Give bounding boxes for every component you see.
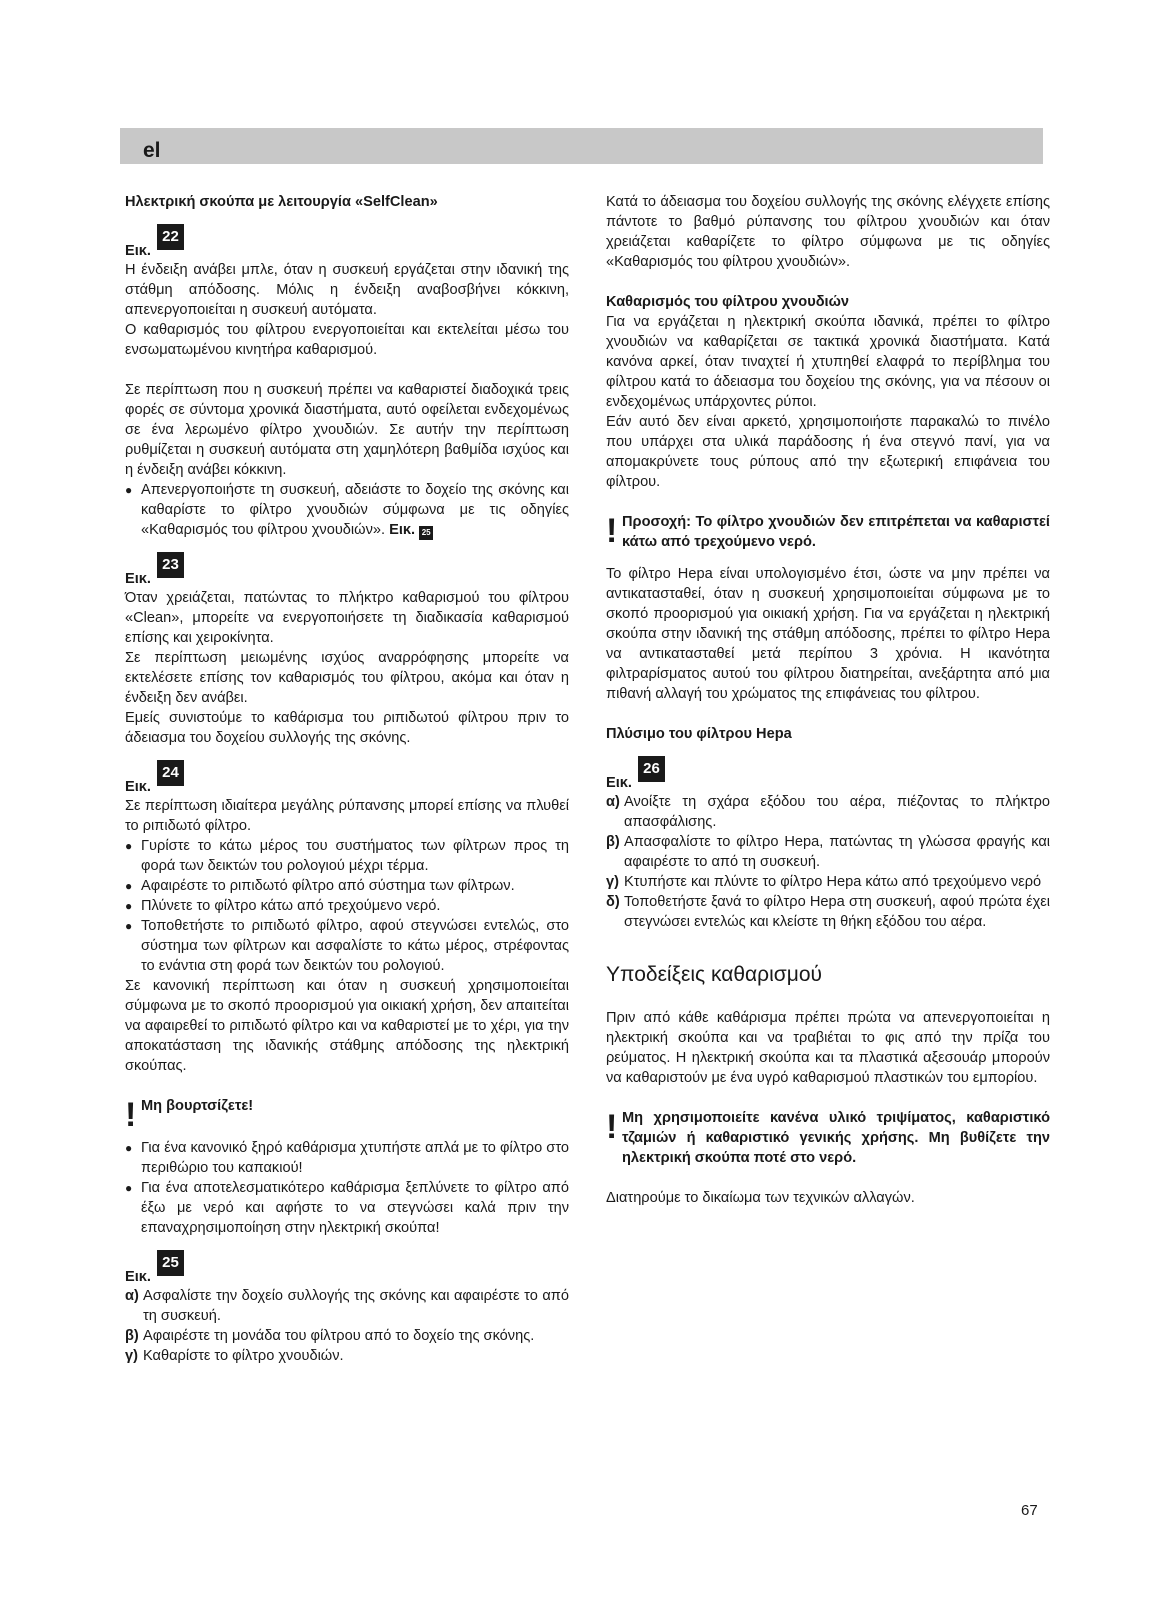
step-list: [125, 1286, 569, 1366]
step-list: [606, 792, 1050, 932]
left-column: [125, 192, 569, 1366]
exclamation-icon: !: [606, 1108, 618, 1146]
page-number: 67: [1021, 1502, 1038, 1519]
list-item: β) Αφαιρέστε τη μονάδα του φίλτρου από το δοχείο της σκόνης.: [125, 1328, 535, 1344]
list-item: ● Πλύνετε το φίλτρο κάτω από τρεχούμενο νερό.: [125, 896, 569, 916]
language-code: el: [143, 139, 161, 162]
figure-ref-23: [125, 552, 569, 588]
section-heading-cleaning-tips: Υποδείξεις καθαρισμού: [606, 963, 823, 986]
list-item: ● Απενεργοποιήστε τη συσκευή, αδειάστε το δοχείο της σκόνης και καθαρίστε το φίλτρο χνουδιών σύμφωνα με τις οδηγίες «Καθαρισμός του φίλτρου χνουδιών». Εικ. 25: [125, 480, 569, 540]
paragraph: Σε περίπτωση ιδιαίτερα μεγάλης ρύπανσης μπορεί επίσης να πλυθεί το ριπιδωτό φίλτρο.: [125, 798, 569, 834]
exclamation-icon: !: [606, 512, 618, 550]
paragraph: Όταν χρειάζεται, πατώντας το πλήκτρο καθαρισμού του φίλτρου «Clean», μπορείτε να ενεργοποιήσετε τη διαδικασία καθαρισμού επίσης και χειροκίνητα.: [125, 590, 569, 646]
figure-number-badge: 26: [638, 756, 665, 782]
figure-number-badge: 25: [157, 1250, 184, 1276]
list-item: δ) Τοποθετήστε ξανά το φίλτρο Hepa στη συσκευή, αφού πρώτα έχει στεγνώσει εντελώς και κλείστε τη θήκη εξόδου του αέρα.: [606, 894, 1050, 930]
figure-ref-22: [125, 224, 569, 260]
paragraph: Η ένδειξη ανάβει μπλε, όταν η συσκευή εργάζεται στην ιδανική της στάθμη απόδοσης. Μόλις η ένδειξη αναβοσβήνει κόκκινη, απενεργοποιείται η συσκευή αυτόματα.: [125, 262, 569, 318]
figure-label: Εικ.: [125, 571, 151, 587]
figure-ref-26: [606, 756, 1050, 792]
right-column: [606, 192, 1050, 1208]
list-item: ● Γυρίστε το κάτω μέρος του συστήματος των φίλτρων προς τη φορά των δεικτών του ρολογιού μέχρι τέρμα.: [125, 836, 569, 876]
figure-ref-24: [125, 760, 569, 796]
bullet-list: [125, 1138, 569, 1238]
figure-label: Εικ.: [125, 779, 151, 795]
list-item: γ) Κτυπήστε και πλύντε το φίλτρο Hepa κάτω από τρεχούμενο νερό: [606, 874, 1042, 890]
figure-number-badge: 22: [157, 224, 184, 250]
section-title-selfclean: Ηλεκτρική σκούπα με λειτουργία «SelfClean»: [125, 194, 438, 210]
list-item: ● Για ένα αποτελεσματικότερο καθάρισμα ξεπλύνετε το φίλτρο από έξω με νερό και αφήστε το να στεγνώσει καλά πριν την επαναχρησιμοποίηση στην ηλεκτρική σκούπα!: [125, 1178, 569, 1238]
list-item: ● Για ένα κανονικό ξηρό καθάρισμα χτυπήστε απλά με το φίλτρο στο περιθώριο του καπακιού!: [125, 1138, 569, 1178]
warning-brush: ! Μη βουρτσίζετε!: [125, 1096, 254, 1134]
list-item: β) Απασφαλίστε το φίλτρο Hepa, πατώντας τη γλώσσα φραγής και αφαιρέστε το από τη συσκευή.: [606, 834, 1050, 870]
section-heading-hepa: Πλύσιμο του φίλτρου Hepa: [606, 726, 792, 742]
warning-abrasive: ! Μη χρησιμοποιείτε κανένα υλικό τριψίματος, καθαριστικό τζαμιών ή καθαριστικό γενικής χρήσης. Μη βυθίζετε την ηλεκτρική σκούπα ποτέ στο νερό.: [606, 1108, 1050, 1166]
bullet-list: [125, 836, 569, 976]
paragraph: Σε περίπτωση που η συσκευή πρέπει να καθαριστεί διαδοχικά τρεις φορές σε σύντομα χρονικά διαστήματα, αυτό οφείλεται ενδεχομένως σε ένα λερωμένο φίλτρο χνουδιών. Σε αυτήν την περίπτωση ρυθμίζεται η συσκευή αυτόματα στη χαμηλότερη βαθμίδα ισχύος και η ένδειξη ανάβει κόκκινη.: [125, 382, 569, 478]
paragraph: Το φίλτρο Hepa είναι υπολογισμένο έτσι, ώστε να μην πρέπει να αντικατασταθεί, όταν η συσκευή χρησιμοποιείται σύμφωνα με το σκοπό προορισμού για οικιακή χρήση. Για να εργάζεται η ηλεκτρική σκούπα στην ιδανική της στάθμη απόδοσης, πρέπει το φίλτρο Hepa να αντικατασταθεί μετά περίπου 3 χρόνια. Η ικανότητα φιλτραρίσματος αυτού του φίλτρου διατηρείται, ανεξάρτητα από μια πιθανή αλλαγή του χρώματος της επιφάνειας του φίλτρου.: [606, 566, 1050, 702]
figure-ref-25: [125, 1250, 569, 1286]
paragraph: Σε κανονική περίπτωση και όταν η συσκευή χρησιμοποιείται σύμφωνα με το σκοπό προορισμού για οικιακή χρήση, δεν απαιτείται να αφαιρεθεί το ριπιδωτό φίλτρο και να καθαριστεί με το χέρι, για την αποκατάσταση της ιδανικής στάθμης απόδοσης της ηλεκτρική σκούπας.: [125, 978, 569, 1074]
paragraph: Ο καθαρισμός του φίλτρου ενεργοποιείται και εκτελείται μέσω του ενσωματωμένου κινητήρα καθαρισμού.: [125, 322, 569, 358]
figure-label: Εικ.: [125, 1269, 151, 1285]
figure-label: Εικ.: [125, 243, 151, 259]
list-item: α) Ανοίξτε τη σχάρα εξόδου του αέρα, πιέζοντας το πλήκτρο απασφάλισης.: [606, 794, 1050, 830]
figure-label: Εικ.: [606, 775, 632, 791]
warning-water: ! Προσοχή: Το φίλτρο χνουδιών δεν επιτρέπεται να καθαριστεί κάτω από τρεχούμενο νερό.: [606, 512, 1050, 550]
paragraph: Κατά το άδειασμα του δοχείου συλλογής της σκόνης ελέγχετε επίσης πάντοτε το βαθμό ρύπανσης του φίλτρου χνουδιών και όταν χρειάζεται καθαρίζετε το φίλτρο σύμφωνα με τις οδηγίες «Καθαρισμός του φίλτρου χνουδιών».: [606, 194, 1050, 270]
paragraph-technical-changes: Διατηρούμε το δικαίωμα των τεχνικών αλλαγών.: [606, 1190, 915, 1206]
figure-number-badge: 24: [157, 760, 184, 786]
paragraph: Σε περίπτωση μειωμένης ισχύος αναρρόφησης μπορείτε να εκτελέσετε επίσης τον καθαρισμός του φίλτρου, ακόμα και όταν η ένδειξη δεν ανάβει.: [125, 650, 569, 706]
paragraph: Εάν αυτό δεν είναι αρκετό, χρησιμοποιήστε παρακαλώ το πινέλο που υπάρχει στα υλικά παράδοσης ή ένα στεγνό πανί, για να απομακρύνετε τους ρύπους από την εξωτερική επιφάνεια του φίλτρου.: [606, 414, 1050, 490]
paragraph: Για να εργάζεται η ηλεκτρική σκούπα ιδανικά, πρέπει το φίλτρο χνουδιών να καθαρίζεται σε τακτικά χρονικά διαστήματα. Κατά κανόνα αρκεί, όταν τιναχτεί ή χτυπηθεί ελαφρά το περίβλημα του φίλτρου κατά το άδειασμα του δοχείου της σκόνης, για να πέσουν οι ενδεχομένως υπάρχοντες ρύποι.: [606, 314, 1050, 410]
paragraph: Εμείς συνιστούμε το καθάρισμα του ριπιδωτού φίλτρου πριν το άδειασμα του δοχείου συλλογής της σκόνης.: [125, 710, 569, 746]
header-bar: [120, 128, 1043, 164]
exclamation-icon: !: [125, 1096, 137, 1134]
figure-number-badge: 23: [157, 552, 184, 578]
list-item: α) Ασφαλίστε την δοχείο συλλογής της σκόνης και αφαιρέστε το από τη συσκευή.: [125, 1288, 569, 1324]
list-item: γ) Καθαρίστε το φίλτρο χνουδιών.: [125, 1348, 344, 1364]
paragraph: Πριν από κάθε καθάρισμα πρέπει πρώτα να απενεργοποιείται η ηλεκτρική σκούπα και να τραβιέται το φις από την πρίζα του ρεύματος. Η ηλεκτρική σκούπα και τα πλαστικά αξεσουάρ μπορούν να καθαριστούν με ένα υγρό καθαρισμού πλαστικών του εμπορίου.: [606, 1010, 1050, 1086]
list-item: ● Αφαιρέστε το ριπιδωτό φίλτρο από σύστημα των φίλτρων.: [125, 876, 569, 896]
section-heading-lint-filter: Καθαρισμός του φίλτρου χνουδιών: [606, 294, 850, 310]
list-item: ● Τοποθετήστε το ριπιδωτό φίλτρο, αφού στεγνώσει εντελώς, στο σύστημα των φίλτρων και ασφαλίστε το κάτω μέρος, στρέφοντας το ενάντια στη φορά των δεικτών του ρολογιού.: [125, 916, 569, 976]
figure-number-badge-small: 25: [419, 526, 433, 540]
bullet-list: [125, 480, 569, 540]
